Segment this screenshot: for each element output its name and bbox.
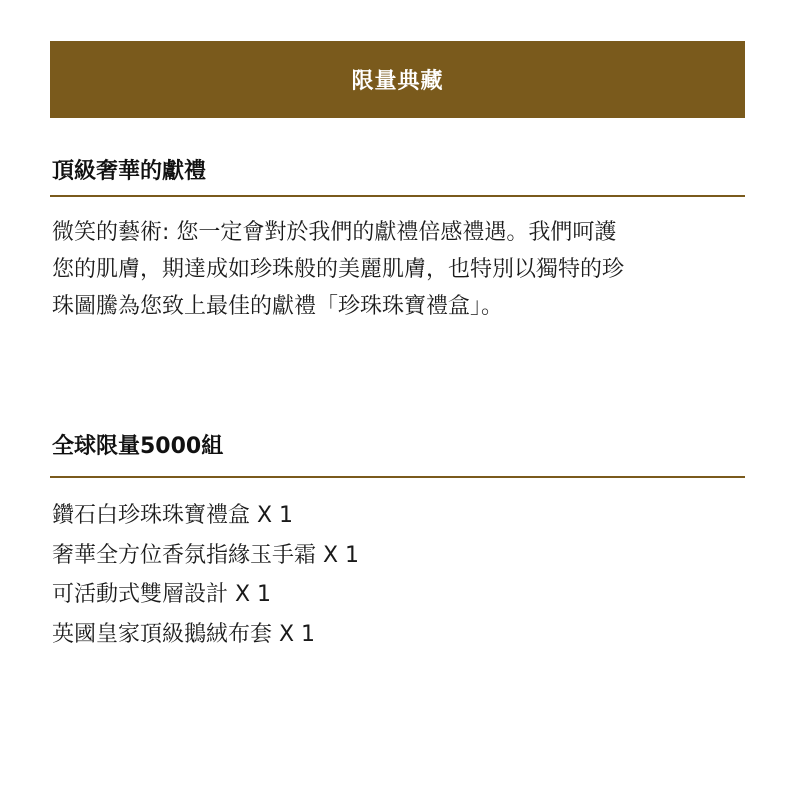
title-banner [50, 41, 745, 118]
list-item: 可活動式雙層設計 X 1 [52, 582, 272, 607]
list-item: 鑽石白珍珠珠寶禮盒 X 1 [52, 503, 294, 528]
gift-description [52, 214, 742, 325]
limited-divider [50, 476, 745, 478]
description-line: 您的肌膚，期達成如珍珠般的美麗肌膚，也特別以獨特的珍 [52, 257, 625, 282]
gift-divider [50, 195, 745, 197]
description-line: 珠圖騰為您致上最佳的獻禮「珍珠珠寶禮盒」。 [52, 294, 504, 319]
banner-title: 限量典藏 [351, 69, 444, 94]
description-line: 微笑的藝術: 您一定會對於我們的獻禮倍感禮遇。我們呵護 [52, 220, 617, 245]
limited-heading: 全球限量5000組 [52, 434, 224, 459]
contents-list [52, 496, 359, 654]
list-item: 英國皇家頂級鵝絨布套 X 1 [52, 621, 316, 647]
list-item: 奢華全方位香氛指緣玉手霜 X 1 [52, 542, 360, 568]
gift-heading: 頂級奢華的獻禮 [52, 159, 207, 184]
